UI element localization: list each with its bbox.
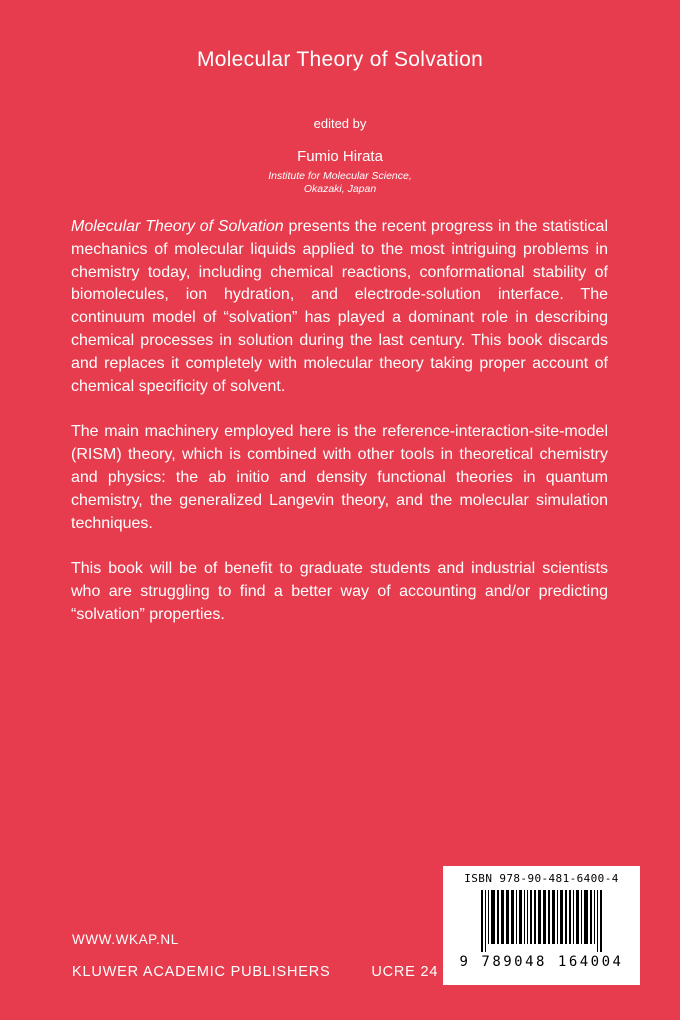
affiliation-line-2: Okazaki, Japan <box>303 183 377 195</box>
synopsis-paragraph-2: The main machinery employed here is the reference-interaction-site-model (RISM) theory, which is combined with other tools in theoretical chemistry and physics: the ab initio and density functional theories in quantum chemistry, the generalized Langevin theory, and the molecular simulation techniques. <box>71 423 608 532</box>
edited-by-label: edited by <box>313 116 367 131</box>
barcode-panel <box>443 866 640 985</box>
cover-code: UCRE 24 <box>371 964 439 980</box>
editor-name: Fumio Hirata <box>297 148 383 165</box>
synopsis-paragraph-3: This book will be of benefit to graduate students and industrial scientists who are struggling to find a better way of accounting and/or predicting “solvation” properties. <box>71 560 608 623</box>
synopsis <box>71 216 608 650</box>
synopsis-paragraph-1-text: presents the recent progress in the statistical mechanics of molecular liquids applied to the most intriguing problems in chemistry today, including chemical reactions, conformational stability of biomolecules, ion hydration, and electrode-solution interface. The continuum model of “solvation” has played a dominant role in describing chemical processes in solution during the last century. This book discards and replaces it completely with molecular theory taking proper account of chemical specificity of solvent. <box>71 218 609 395</box>
publisher-website: WWW.WKAP.NL <box>72 932 179 947</box>
barcode-bars <box>443 890 640 952</box>
barcode-number: 9 789048 164004 <box>459 954 624 970</box>
editor-affiliation <box>0 170 680 196</box>
publisher-name: KLUWER ACADEMIC PUBLISHERS <box>72 964 331 980</box>
affiliation-line-1: Institute for Molecular Science, <box>268 170 412 182</box>
publisher-line <box>72 964 438 980</box>
book-title: Molecular Theory of Solvation <box>196 48 484 71</box>
isbn-label: ISBN 978-90-481-6400-4 <box>464 872 619 885</box>
synopsis-lead-italic: Molecular Theory of Solvation <box>71 218 284 235</box>
synopsis-paragraph-1 <box>71 216 608 398</box>
